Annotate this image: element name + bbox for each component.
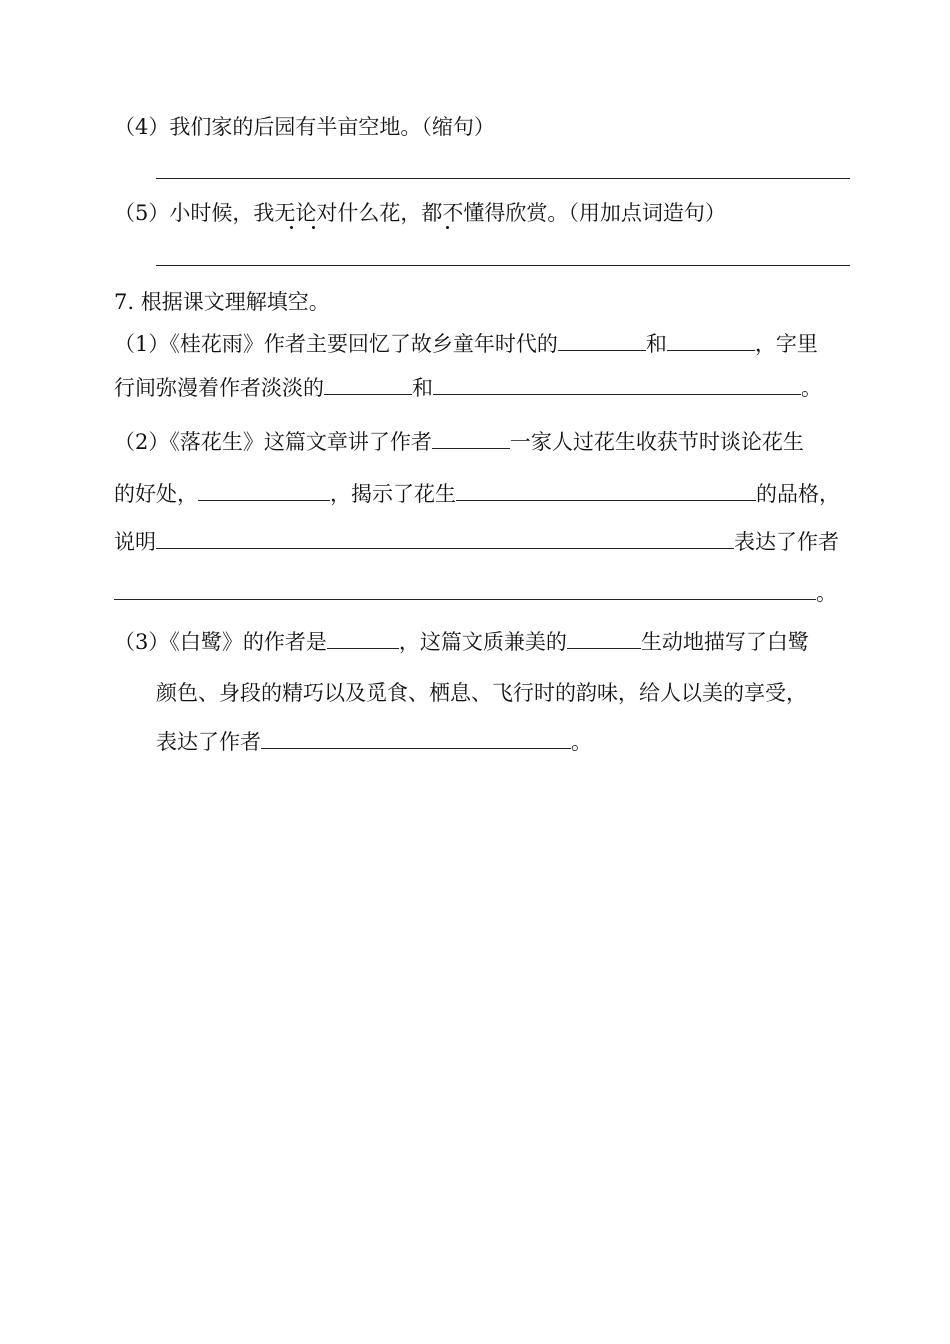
emphasis-dot [446, 226, 449, 229]
q7-item2-text-b: 一家人过花生收获节时谈论花生 [509, 430, 804, 454]
q7-item2-text-a: （2）《落花生》这篇文章讲了作者 [114, 430, 432, 454]
q7-item3-text-b: ，这篇文质兼美的 [398, 630, 567, 654]
answer-blank[interactable] [567, 626, 641, 649]
q7-item3-text-f: 。 [571, 730, 592, 754]
q7-item3-text-e: 表达了作者 [156, 730, 261, 754]
emphasis-dot [290, 226, 293, 229]
answer-blank[interactable] [558, 328, 646, 351]
answer-blank[interactable] [432, 426, 510, 449]
answer-blank[interactable] [156, 526, 734, 549]
q6-item5-task: （用加点词造句） [568, 201, 726, 225]
q6-item5-keyword-2: 论 [295, 201, 317, 225]
q7-item2-line3 [114, 526, 839, 557]
q7-item3-line1 [114, 626, 809, 657]
q7-item1-text-d: 行间弥漫着作者淡淡的 [114, 376, 324, 400]
answer-blank[interactable] [667, 328, 755, 351]
q6-item4-sentence: 我们家的后园有半亩空地。 [169, 115, 422, 139]
q7-item1-line2 [114, 372, 822, 403]
q7-item2-text-d: ，揭示了花生 [330, 482, 456, 506]
q6-item5-keyword-3: 都 [421, 201, 443, 225]
emphasis-dot [312, 226, 315, 229]
q6-item5 [114, 198, 726, 228]
answer-blank[interactable] [456, 478, 756, 501]
q7-item2-answer-line[interactable] [114, 599, 816, 600]
q7-item2-text-f: 说明 [114, 530, 156, 554]
q7-item2-text-g: 表达了作者 [734, 530, 839, 554]
q7-item3-line3 [156, 726, 592, 757]
q7-title [114, 287, 330, 317]
q7-item3-text-c: 生动地描写了白鹭 [640, 630, 809, 654]
q7-item3-text-a: （3）《白鹭》的作者是 [114, 630, 327, 654]
q6-item5-text-1: 小时候，我 [169, 201, 275, 225]
q7-title-text: 7. 根据课文理解填空。 [114, 290, 330, 314]
q7-item3-line2 [156, 678, 807, 708]
q6-item5-answer-line[interactable] [156, 265, 850, 266]
answer-blank[interactable] [327, 626, 399, 649]
q7-item1-text-b: 和 [645, 332, 667, 356]
q7-item1-text-e: 和 [412, 376, 433, 400]
q7-item2-text-c: 的好处， [114, 482, 198, 506]
q7-item2-text-e: 的品格， [756, 482, 840, 506]
answer-blank[interactable] [198, 478, 330, 501]
q6-item4-answer-line[interactable] [156, 178, 850, 179]
q7-item2-line2 [114, 478, 840, 509]
q6-item5-text-3: 不懂得欣赏。 [442, 201, 569, 225]
q6-item4-number: （4） [114, 115, 170, 139]
q7-item1-text-a: （1）《桂花雨》作者主要回忆了故乡童年时代的 [114, 332, 558, 356]
q7-item1-text-c: ，字里 [754, 332, 818, 356]
q7-item1-line1 [114, 328, 818, 359]
q7-item2-line1 [114, 426, 804, 457]
q7-item1-text-f: 。 [801, 376, 822, 400]
q6-item5-number: （5） [114, 201, 170, 225]
q6-item5-text-2: 对什么花， [316, 201, 422, 225]
q6-item5-keyword-1: 无 [274, 201, 296, 225]
q7-item3-text-d: 颜色、身段的精巧以及觅食、栖息、飞行时的韵味，给人以美的享受， [156, 681, 807, 705]
answer-blank[interactable] [324, 372, 412, 395]
q7-item2-line4-end [816, 578, 837, 608]
answer-blank[interactable] [261, 726, 571, 749]
answer-blank[interactable] [433, 372, 801, 395]
q7-item2-text-h: 。 [816, 581, 837, 605]
q6-item4 [114, 112, 495, 142]
q6-item4-task: （缩句） [421, 115, 495, 139]
